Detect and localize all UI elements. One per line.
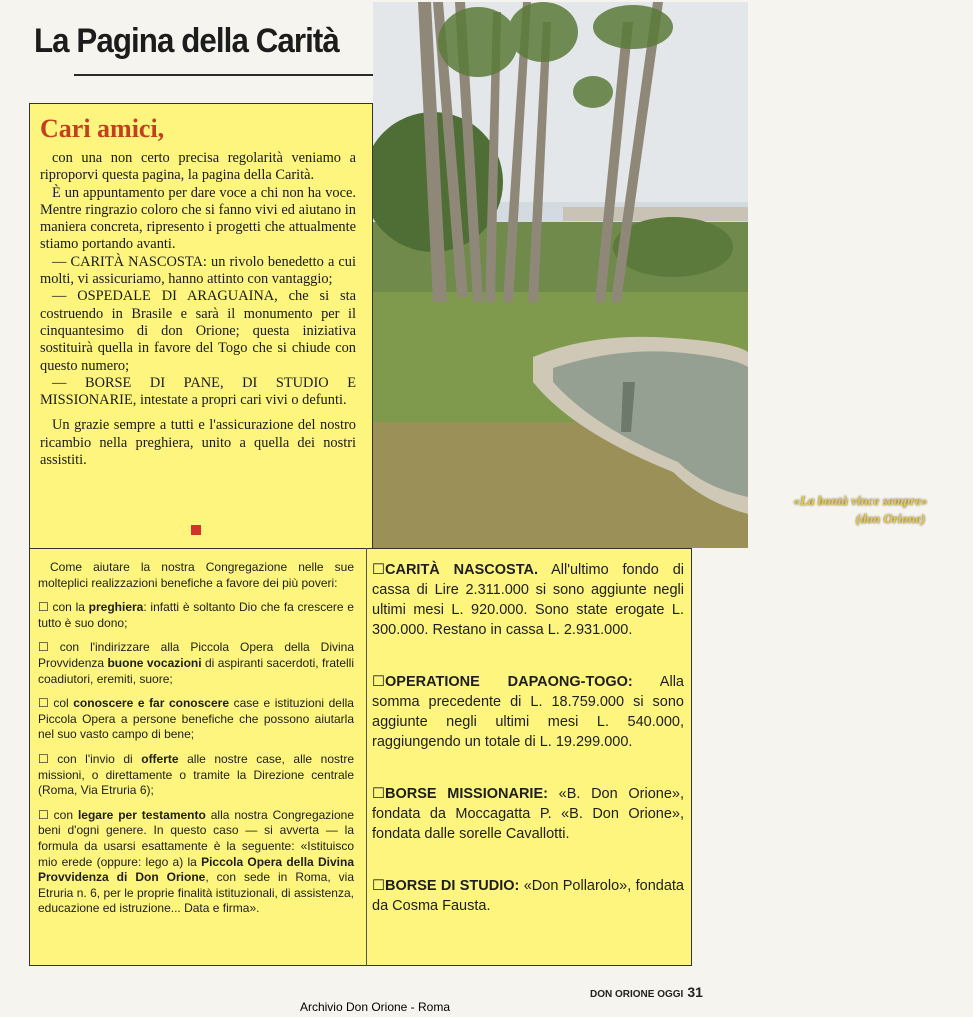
checkbox-icon: ☐ [38,696,49,711]
help-intro: Come aiutare la nostra Congregazione nelle sue molteplici realizzazioni benefiche a favore dei più poveri: [38,560,354,590]
update-item [372,672,684,752]
page-footer [590,984,703,1000]
letter-paragraph: Un grazie sempre a tutti e l'assicurazione del nostro ricambio nella preghiera, unito a quella dei nostri assistiti. [40,417,356,469]
help-item-text: alla nostra Congregazione beni d'ogni genere. In questo caso — si avverta — la formula da usarsi esattamente è la seguente: «Istituisco mio erede (oppure: lego a) la [38,807,354,869]
help-item-keyword: preghiera [88,600,144,615]
update-item [372,784,684,844]
update-text: Alla somma precedente di L. 18.759.000 si sono aggiunte negli ultimi mesi L. 540.000, raggiungendo un totale di L. 19.299.000. [372,674,684,750]
checkbox-icon: ☐ [38,600,49,615]
help-item-text: di aspiranti sacerdoti, fratelli coadiutori, eremiti, suore; [38,655,355,686]
update-heading: BORSE DI STUDIO: [385,878,520,894]
checkbox-icon: ☐ [372,674,385,690]
help-item-text: con l'invio di [48,751,142,766]
landscape-photo [373,2,928,548]
update-text: «B. Don Orione», fondata da Moccagatta P. «B. Don Orione», fondata dalle sorelle Cavallotti. [372,786,684,842]
archive-note: Archivio Don Orione - Roma [299,1000,451,1014]
update-text: «Don Pollarolo», fondata da Cosma Fausta. [372,878,684,914]
page-number: 31 [687,984,703,1000]
help-item-keyword: offerte [141,751,179,766]
letter-greeting: Cari amici, [40,114,165,143]
help-item-text: con l'indirizzare alla Piccola Opera della Divina Provvidenza [38,640,354,670]
update-heading: OPERATIONE DAPAONG-TOGO: [385,674,633,690]
help-item [38,752,354,799]
help-item-text: , con sede in Roma, via Etruria n. 6, per le proprie finalità istituzionali, di assistenza, educazione ed istruzione... Data e firma». [38,870,354,916]
help-item [38,640,354,687]
caption-author: (don Orione) [855,511,926,526]
help-item-keyword: conoscere e far conoscere [73,696,229,711]
section-end-marker [191,525,201,535]
help-item-keyword: legare per testamento [77,807,206,822]
letter-paragraph: — CARITÀ NASCOSTA: un rivolo benedetto a cui molti, vi assicuriamo, hanno attinto con vantaggio; [40,253,356,288]
checkbox-icon: ☐ [372,562,385,578]
update-item [372,876,684,916]
magazine-name: DON ORIONE OGGI [590,989,684,1000]
checkbox-icon: ☐ [38,751,49,766]
page-header [34,18,374,84]
help-item-keyword: Piccola Opera della Divina Provvidenza di Don Orione [38,854,354,885]
column-divider [366,548,367,966]
help-item [38,696,354,743]
photo-caption [748,492,973,528]
update-text: All'ultimo fondo di cassa di Lire 2.311.000 si sono aggiunte negli ultimi mesi L. 920.000. Sono state erogate L. 300.000. Restano in cassa L. 2.931.000. [372,562,684,638]
how-to-help [38,560,354,926]
checkbox-icon: ☐ [38,807,49,822]
letter-paragraph: — BORSE DI PANE, DI STUDIO E MISSIONARIE, intestate a propri cari vivi o defunti. [40,374,356,409]
help-item-text: col [48,696,74,711]
page-title: La Pagina della Carità [34,22,339,60]
help-item-text: alle nostre case, alle nostre missioni, o direttamente o tramite la Direzione centrale (Roma, Via Etruria 6); [38,751,354,798]
letter-paragraph: — OSPEDALE DI ARAGUAINA, che si sta costruendo in Brasile e sarà il monumento per il cinquantesimo di don Orione; questa iniziativa sostituirà quella in favore del Togo che si chiude con questo numero; [40,288,356,374]
help-item-text: case e istituzioni della Piccola Opera a persone benefiche che possono aiutarla nel suo vasto campo di bene; [38,696,354,742]
update-heading: BORSE MISSIONARIE: [385,786,548,802]
help-item-text: con la [48,600,89,615]
help-item-text: : infatti è soltanto Dio che fa crescere e tutto è suo dono; [38,600,354,630]
checkbox-icon: ☐ [372,878,385,894]
checkbox-icon: ☐ [372,786,385,802]
update-heading: CARITÀ NASCOSTA. [385,562,538,578]
letter-paragraph: con una non certo precisa regolarità veniamo a riproporvi questa pagina, la pagina della Carità. [40,150,356,184]
help-item [38,600,354,631]
letter-paragraph: È un appuntamento per dare voce a chi non ha voce. Mentre ringrazio coloro che si fanno vivi ed aiutano in maniera concreta, ripresento i progetti che attualmente stiamo portando avanti. [40,184,356,253]
caption-quote: «La bontà vince sempre» [793,493,928,508]
help-item-testament [38,808,354,917]
help-item-text: con [48,807,78,822]
help-item-keyword: buone vocazioni [107,655,202,670]
checkbox-icon: ☐ [38,640,49,655]
title-underline [74,74,408,76]
update-item [372,560,684,640]
fund-updates [372,560,684,916]
letter-body [40,150,356,469]
